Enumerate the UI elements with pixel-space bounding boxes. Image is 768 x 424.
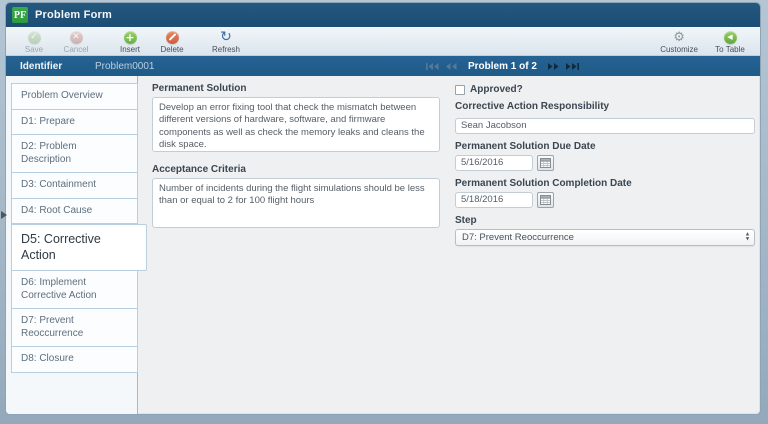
permanent-solution-due-date-input[interactable] [455,155,533,171]
save-button-label: Save [24,44,44,54]
gear-icon: ⚙ [673,29,685,45]
to-table-button-label: To Table [715,44,745,54]
plus-circle-icon: + [125,30,135,44]
permanent-solution-textarea[interactable] [152,97,440,152]
delete-button-label: Delete [160,44,184,54]
acceptance-criteria-textarea[interactable] [152,178,440,228]
cancel-button[interactable] [60,27,92,55]
sidebar-item-d5-corrective-action[interactable]: D5: Corrective Action [11,224,147,271]
sidebar-item-d4-root-cause[interactable]: D4: Root Cause [11,199,138,225]
sidebar-item-d7-prevent-reoccurrence[interactable]: D7: Prevent Reoccurrence [11,309,138,347]
permanent-solution-due-date-label: Permanent Solution Due Date [455,140,596,152]
permanent-solution-completion-date-input[interactable] [455,192,533,208]
step-select[interactable] [455,229,755,246]
sidebar-collapse-arrow-icon[interactable] [1,211,7,219]
window-title: Problem Form [35,9,112,21]
sidebar-item-problem-overview[interactable]: Problem Overview [11,83,138,110]
form-left-column [152,83,440,414]
sidebar-item-d8-closure[interactable]: D8: Closure [11,347,138,373]
identifier-label: Identifier [20,60,63,72]
record-bar [6,56,760,76]
back-circle-icon: ◀ [724,31,737,44]
previous-record-icon[interactable] [446,63,457,70]
problem-form-window [6,3,760,414]
sidebar-item-d3-containment[interactable]: D3: Containment [11,173,138,199]
toolbar-right-group [644,27,746,55]
x-circle-icon: ✕ [70,31,83,44]
sidebar-item-d1-prepare[interactable]: D1: Prepare [11,110,138,136]
sidebar-tabs [6,76,138,414]
permanent-solution-completion-date-label: Permanent Solution Completion Date [455,177,632,189]
content-area [6,76,760,414]
customize-button[interactable] [660,27,698,55]
first-record-icon[interactable] [426,63,439,70]
delete-button[interactable] [156,27,188,55]
completion-date-calendar-button[interactable] [537,192,554,208]
refresh-arrow-icon: ↻ [220,28,232,45]
refresh-button[interactable] [210,27,242,55]
identifier-value: Problem0001 [95,60,155,72]
calendar-icon [540,157,551,168]
customize-button-label: Customize [660,44,698,54]
slash-circle-icon [166,31,179,44]
corrective-action-responsibility-label: Corrective Action Responsibility [455,101,610,112]
insert-button-label: Insert [119,44,140,54]
app-logo: PF [12,7,28,23]
approved-label: Approved? [470,84,523,95]
form-panel [138,76,760,414]
toolbar [6,27,760,56]
insert-button[interactable] [114,27,146,55]
sidebar-item-d2-problem-description[interactable]: D2: Problem Description [11,135,138,173]
select-stepper-icon: ▲ ▼ [745,232,750,242]
record-position-label: Problem 1 of 2 [468,60,537,72]
to-table-button[interactable] [714,27,746,55]
acceptance-criteria-label: Acceptance Criteria [152,164,246,175]
approved-checkbox[interactable] [455,85,465,95]
step-select-value: D7: Prevent Reoccurrence [462,231,574,243]
record-navigator [426,61,579,72]
check-circle-icon: ✓ [28,31,41,44]
form-right-column [455,83,755,414]
corrective-action-responsibility-input[interactable] [455,118,755,134]
step-label: Step [455,214,477,226]
sidebar-item-d6-implement-corrective-action[interactable]: D6: Implement Corrective Action [11,271,138,309]
last-record-icon[interactable] [566,63,579,70]
title-bar [6,3,760,27]
next-record-icon[interactable] [548,63,559,70]
calendar-icon [540,194,551,205]
permanent-solution-label: Permanent Solution [152,83,247,94]
refresh-button-label: Refresh [211,44,240,54]
save-button[interactable] [18,27,50,55]
cancel-button-label: Cancel [63,44,89,54]
due-date-calendar-button[interactable] [537,155,554,171]
